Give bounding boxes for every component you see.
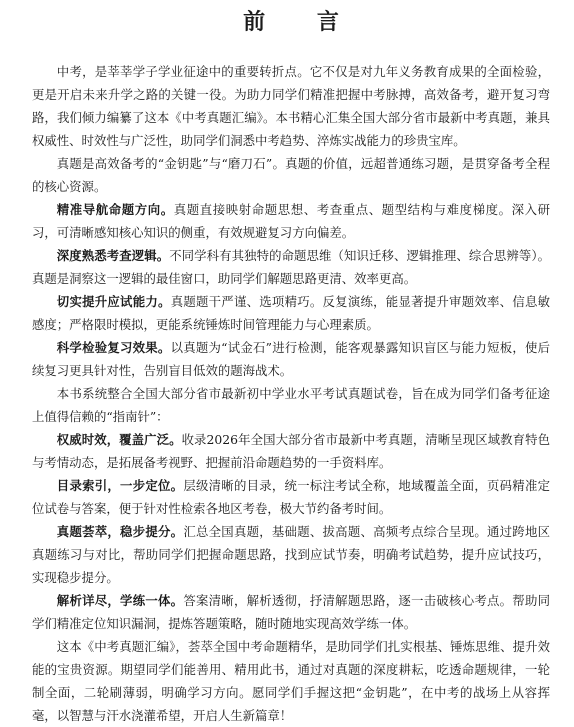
paragraph	[32, 520, 550, 589]
paragraph	[32, 474, 550, 520]
preface-body	[32, 60, 550, 727]
paragraph-text: 层级清晰的目录，统一标注考试全称，地域覆盖全面，页码精准定位试卷与答案，便于针对性检索各地区考卷，极大节约备考时间。	[32, 478, 551, 516]
paragraph-lead: 深度熟悉考查逻辑。	[56, 248, 170, 263]
paragraph	[32, 244, 550, 290]
paragraph	[32, 290, 550, 336]
paragraph-text: 答案清晰，解析透彻，抒清解题思路，逐一击破核心考点。帮助同学们精准定位知识漏洞，提炼答题策略，随时随地实现高效学练一体。	[32, 593, 551, 631]
paragraph-text: 中考，是莘莘学子学业征途中的重要转折点。它不仅是对九年义务教育成果的全面检验，更是开启未来升学之路的关键一役。为助力同学们精准把握中考脉搏，高效备考，避开复习弯路，我们倾力编纂了这本《中考真题汇编》。本书精心汇集全国大部分省市最新中考真题，兼具权威性、时效性与广泛性，助同学们洞悉中考趋势、淬炼实战能力的珍贵宝库。	[32, 64, 550, 148]
paragraph-text: 汇总全国真题，基础题、拔高题、高频考点综合呈现。通过跨地区真题练习与对比，帮助同学们把握命题思路，找到应试节奏，明确考试趋势，提升应试技巧，实现稳步提分。	[32, 524, 551, 585]
paragraph-text: 真题直接映射命题思想、考查重点、题型结构与难度梯度。深入研习，可清晰感知核心知识的侧重，有效规避复习方向偏差。	[32, 202, 551, 240]
paragraph-text: 真题题干严谨、选项精巧。反复演练，能显著提升审题效率、信息敏感度；严格限时模拟，更能系统锤炼时间管理能力与心理素质。	[32, 294, 551, 332]
paragraph	[32, 382, 550, 428]
page-title: 前 言	[243, 10, 361, 35]
paragraph-lead: 科学检验复习效果。	[56, 340, 171, 355]
paragraph-text: 真题是高效备考的“金钥匙”与“磨刀石”。真题的价值，远超普通练习题，是贯穿备考全程的核心资源。	[32, 156, 550, 194]
paragraph-lead: 权威时效，覆盖广泛。	[56, 432, 182, 447]
paragraph-text: 这本《中考真题汇编》，荟萃全国中考命题精华，是助同学们扎实根基、锤炼思维、提升效能的宝贵资源。期望同学们能善用、精用此书，通过对真题的深度耕耘，吃透命题规律，一轮制全面，二轮刷薄弱，明确学习方向。愿同学们手握这把“金钥匙”，在中考的战场上从容挥毫，以智慧与汗水浇灌希望，开启人生新篇章！	[32, 639, 550, 723]
paragraph-lead: 真题荟萃，稳步提分。	[56, 524, 184, 539]
paragraph-text: 收录2026年全国大部分省市最新中考真题，清晰呈现区域教育特色与考情动态，是拓展备考视野、把握前沿命题趋势的一手资料库。	[32, 432, 550, 470]
paragraph-text: 以真题为“试金石”进行检测，能客观暴露知识盲区与能力短板，使后续复习更具针对性，告别盲目低效的题海战术。	[32, 340, 551, 378]
paragraph-lead: 目录索引，一步定位。	[56, 478, 184, 493]
paragraph	[32, 152, 550, 198]
paragraph	[32, 635, 550, 727]
paragraph	[32, 336, 550, 382]
paragraph-lead: 解析详尽，学练一体。	[56, 593, 184, 608]
paragraph-lead: 切实提升应试能力。	[56, 294, 171, 309]
paragraph-lead: 精准导航命题方向。	[56, 202, 174, 217]
paragraph	[32, 198, 550, 244]
paragraph	[32, 428, 550, 474]
paragraph	[32, 589, 550, 635]
paragraph	[32, 60, 550, 152]
paragraph-text: 不同学科有其独特的命题思维（知识迁移、逻辑推理、综合思辨等）。真题是洞察这一逻辑的最佳窗口，助同学们解题思路更清、效率更高。	[32, 248, 550, 286]
paragraph-text: 本书系统整合全国大部分省市最新初中学业水平考试真题试卷，旨在成为同学们备考征途上值得信赖的“指南针”：	[32, 386, 550, 424]
